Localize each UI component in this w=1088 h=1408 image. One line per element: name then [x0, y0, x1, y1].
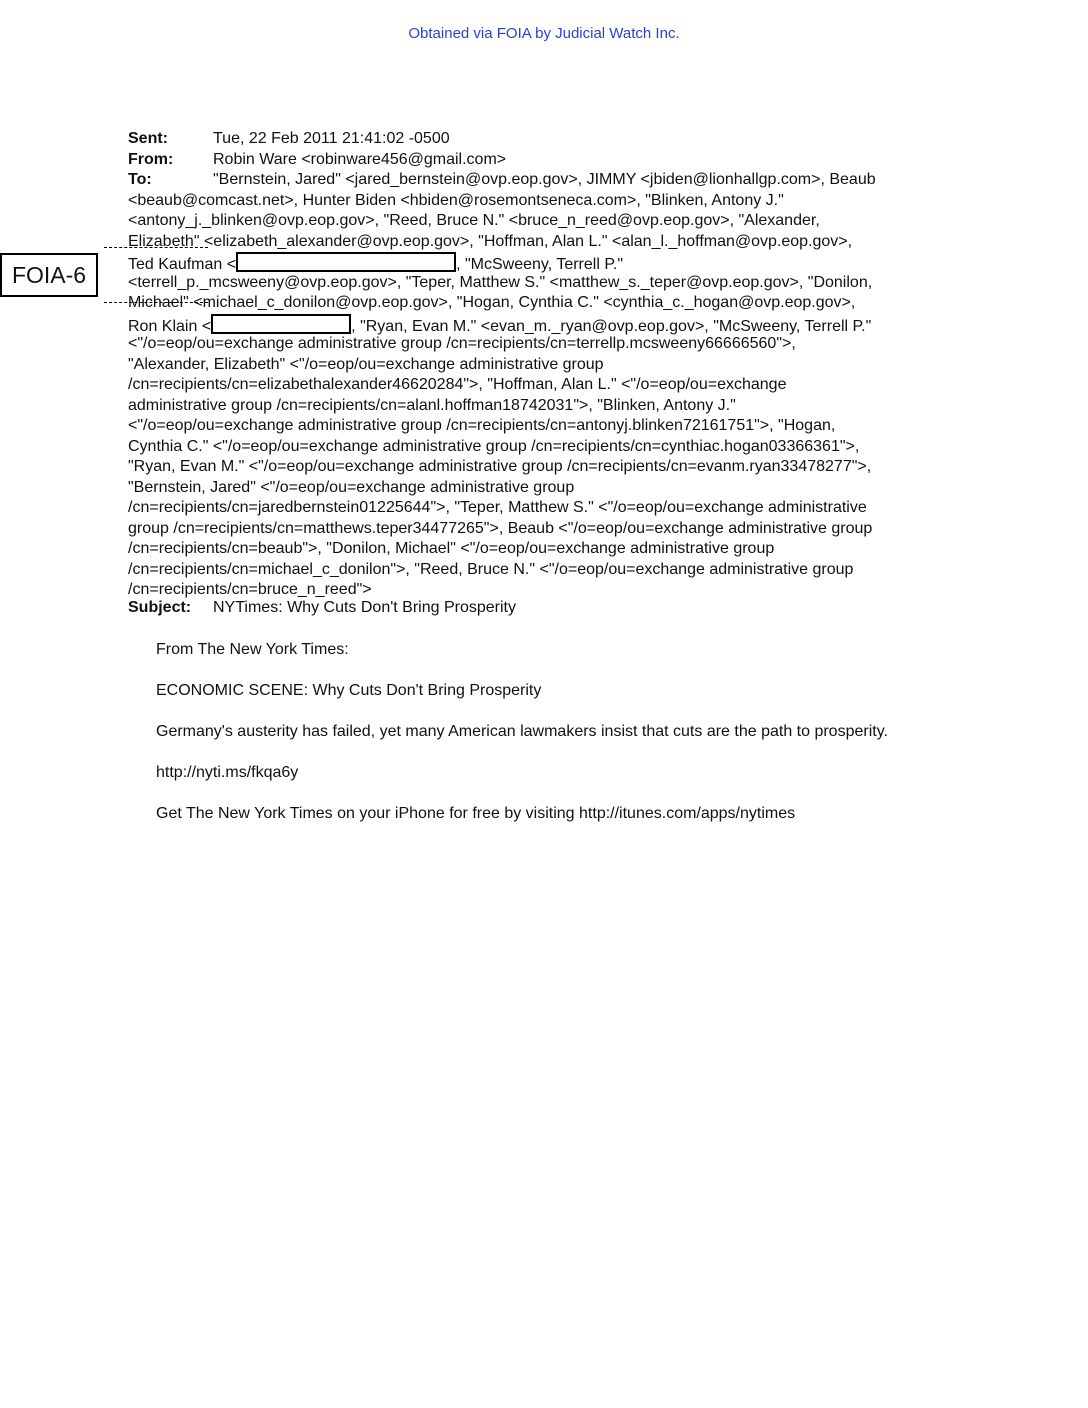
- to-line: [128, 170, 968, 191]
- to-line-text: "Bernstein, Jared" <jared_bernstein@ovp.eop.gov>, JIMMY <jbiden@lionhallgp.com>, Beaub: [213, 171, 876, 188]
- to-line: <beaub@comcast.net>, Hunter Biden <hbiden@rosemontseneca.com>, "Blinken, Antony J.": [128, 191, 784, 209]
- redaction-box: [211, 314, 351, 334]
- email-body: [156, 640, 916, 845]
- to-line: /cn=recipients/cn=beaub">, "Donilon, Michael" <"/o=eop/ou=exchange administrative group: [128, 540, 775, 557]
- to-line: Michael" <michael_c_donilon@ovp.eop.gov>, "Hogan, Cynthia C." <cynthia_c._hogan@ovp.eop.gov>,: [128, 294, 856, 311]
- from-value: Robin Ware <robinware456@gmail.com>: [213, 150, 507, 168]
- from-label: From:: [128, 150, 174, 168]
- to-line: /cn=recipients/cn=elizabethalexander46620284">, "Hoffman, Alan L." <"/o=eop/ou=exchange: [128, 376, 787, 393]
- to-line-redacted: [128, 252, 968, 273]
- to-line: "Bernstein, Jared" <"/o=eop/ou=exchange administrative group: [128, 478, 575, 496]
- to-line: "Ryan, Evan M." <"/o=eop/ou=exchange administrative group /cn=recipients/cn=evanm.ryan33478277">,: [128, 458, 872, 475]
- redaction-bracket: [104, 247, 208, 248]
- subject-row: [128, 599, 516, 617]
- to-line: administrative group /cn=recipients/cn=alanl.hoffman18742031">, "Blinken, Antony J.": [128, 396, 736, 414]
- body-paragraph: ECONOMIC SCENE: Why Cuts Don't Bring Prosperity: [156, 682, 542, 699]
- body-link[interactable]: http://nyti.ms/fkqa6y: [156, 764, 299, 781]
- from-row: [128, 150, 968, 171]
- sent-label: Sent:: [128, 130, 168, 147]
- to-line: <terrell_p._mcsweeny@ovp.eop.gov>, "Teper, Matthew S." <matthew_s._teper@ovp.eop.gov>, "Donilon,: [128, 273, 873, 291]
- body-paragraph: Get The New York Times on your iPhone for free by visiting http://itunes.com/apps/nytimes: [156, 805, 796, 822]
- email-header: [128, 129, 968, 170]
- subject-value: NYTimes: Why Cuts Don't Bring Prosperity: [213, 599, 516, 616]
- to-line: /cn=recipients/cn=jaredbernstein01225644">, "Teper, Matthew S." <"/o=eop/ou=exchange administrative: [128, 499, 867, 516]
- to-line: Elizabeth" <elizabeth_alexander@ovp.eop.gov>, "Hoffman, Alan L." <alan_l._hoffman@ovp.eop.gov>,: [128, 232, 853, 250]
- to-line-redacted: [128, 314, 968, 335]
- to-line-text: Ted Kaufman <: [128, 256, 237, 273]
- to-line-text: Ron Klain <: [128, 317, 212, 335]
- to-line: <antony_j._blinken@ovp.eop.gov>, "Reed, Bruce N." <bruce_n_reed@ovp.eop.gov>, "Alexander,: [128, 212, 820, 229]
- redaction-bracket: [104, 302, 208, 303]
- to-line: Cynthia C." <"/o=eop/ou=exchange administrative group /cn=recipients/cn=cynthiac.hogan03366361">,: [128, 437, 860, 455]
- subject-label: Subject:: [128, 599, 192, 616]
- body-paragraph: From The New York Times:: [156, 641, 349, 658]
- to-line: /cn=recipients/cn=bruce_n_reed">: [128, 581, 372, 598]
- to-line: /cn=recipients/cn=michael_c_donilon">, "Reed, Bruce N." <"/o=eop/ou=exchange administrative group: [128, 560, 854, 578]
- to-line: <"/o=eop/ou=exchange administrative group /cn=recipients/cn=terrellp.mcsweeny66666560">,: [128, 335, 796, 352]
- to-recipients: [128, 170, 968, 601]
- to-line-text: , "Ryan, Evan M." <evan_m._ryan@ovp.eop.gov>, "McSweeny, Terrell P.": [351, 317, 872, 335]
- to-line: "Alexander, Elizabeth" <"/o=eop/ou=exchange administrative group: [128, 355, 604, 373]
- to-line: group /cn=recipients/cn=matthews.teper34477265">, Beaub <"/o=eop/ou=exchange administrative group: [128, 519, 873, 537]
- to-line: <"/o=eop/ou=exchange administrative group /cn=recipients/cn=antonyj.blinken72161751">, "Hogan,: [128, 417, 836, 434]
- sent-row: [128, 129, 968, 150]
- sent-value: Tue, 22 Feb 2011 21:41:02 -0500: [213, 130, 450, 147]
- to-line-text: , "McSweeny, Terrell P.": [456, 256, 624, 273]
- to-label: To:: [128, 171, 152, 188]
- redaction-box: [236, 252, 456, 272]
- foia-exemption-tag: FOIA-6: [0, 253, 98, 297]
- body-paragraph: Germany's austerity has failed, yet many American lawmakers insist that cuts are the path to prosperity.: [156, 723, 888, 740]
- foia-watermark: Obtained via FOIA by Judicial Watch Inc.: [408, 25, 680, 42]
